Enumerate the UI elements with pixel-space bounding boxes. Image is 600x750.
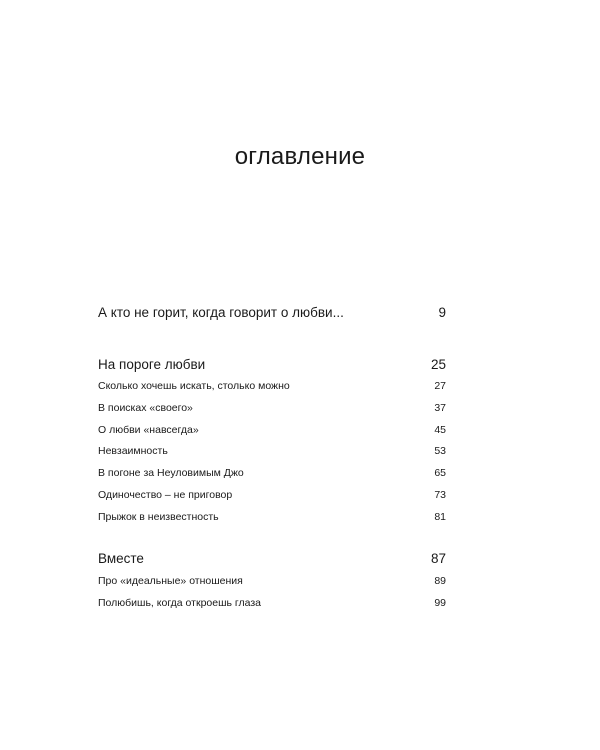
toc-chapter: [98, 424, 446, 436]
toc-entry-intro: [98, 305, 446, 320]
toc-chapter-page: 89: [434, 575, 446, 587]
toc-chapter-page: 73: [434, 489, 446, 501]
toc-part-label: Вместе: [98, 551, 144, 566]
toc-chapter: [98, 402, 446, 414]
toc-chapter: [98, 380, 446, 392]
toc-chapter-label: В поисках «своего»: [98, 402, 193, 414]
toc-part-heading: [98, 551, 446, 566]
toc-part-page: 25: [430, 357, 446, 372]
toc-chapter: [98, 467, 446, 479]
toc-chapter-label: Полюбишь, когда откроешь глаза: [98, 597, 262, 609]
toc-chapter-page: 45: [434, 424, 446, 436]
toc-chapter: [98, 511, 446, 523]
toc-chapter: [98, 597, 446, 609]
toc-chapter-label: Про «идеальные» отношения: [98, 575, 243, 587]
toc-chapter: [98, 445, 446, 457]
toc-chapter-label: В погоне за Неуловимым Джо: [98, 467, 244, 479]
toc-chapter-page: 37: [434, 402, 446, 414]
toc-chapter: [98, 575, 446, 587]
toc-chapter-page: 99: [434, 597, 446, 609]
toc-chapter-page: 27: [434, 380, 446, 392]
toc-chapter-label: Невзаимность: [98, 445, 168, 457]
toc-chapter-label: Сколько хочешь искать, столько можно: [98, 380, 290, 392]
toc-chapter: [98, 489, 446, 501]
toc-chapter-label: Одиночество – не приговор: [98, 489, 233, 501]
toc-part-page: 87: [430, 551, 446, 566]
toc-chapter-page: 81: [434, 511, 446, 523]
toc-entry-page: 9: [438, 305, 446, 320]
toc-part-heading: [98, 357, 446, 372]
toc-chapter-label: Прыжок в неизвестность: [98, 511, 219, 523]
toc-entry-label: А кто не горит, когда говорит о любви...: [98, 305, 344, 320]
page-title: оглавление: [234, 143, 366, 170]
toc-chapter-page: 53: [434, 445, 446, 457]
toc-chapter-page: 65: [434, 467, 446, 479]
toc-chapter-label: О любви «навсегда»: [98, 424, 199, 436]
toc-part-label: На пороге любви: [98, 357, 206, 372]
